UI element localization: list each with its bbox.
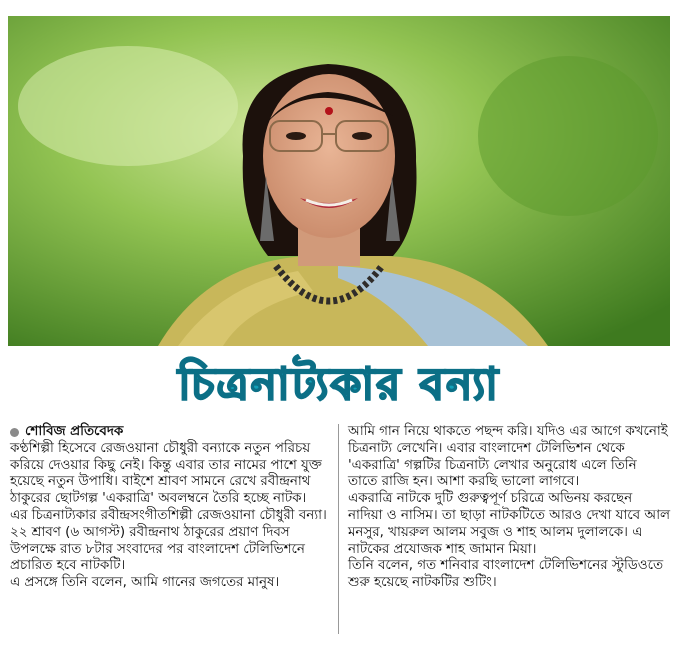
byline-text: শোবিজ প্রতিবেদক — [25, 424, 124, 439]
portrait-illustration — [8, 16, 670, 346]
byline — [10, 424, 328, 441]
article-column-left — [10, 424, 328, 592]
paragraph: এ প্রসঙ্গে তিনি বলেন, আমি গানের জগতের মানুষ। — [10, 575, 280, 591]
paragraph: একরাত্রি নাটকে দুটি গুরুত্বপূর্ণ চরিত্রে অভিনয় করছেন নাদিয়া ও নাসিম। তা ছাড়া নাটকটিতে আরও দেখা যাবে আল মনসুর, খায়রুল আলম সবুজ ও শাহ আলম দুলালকে। এ নাটকের প্রযোজক শাহ জামান মিয়া। — [348, 491, 670, 557]
article-column-right — [348, 424, 670, 592]
column-divider — [338, 424, 339, 634]
headline: চিত্রনাট্যকার বন্যা — [178, 359, 500, 410]
paragraph: আমি গান নিয়ে থাকতে পছন্দ করি। যদিও এর আগে কখনোই চিত্রনাট্য লেখেনি। এবার বাংলাদেশ টেলিভিশন থেকে 'একরাত্রি' গল্পটির চিত্রনাট্য লেখার অনুরোধ এলে তিনি তাতে রাজি হন। আশা করছি ভালো লাগবে। — [348, 424, 668, 490]
paragraph: কণ্ঠশিল্পী হিসেবে রেজওয়ানা চৌধুরী বন্যাকে নতুন পরিচয় করিয়ে দেওয়ার কিছু নেই। কিন্তু এবার তার নামের পাশে যুক্ত হয়েছে নতুন উপাধি। বাইশে শ্রাবণ সামনে রেখে রবীন্দ্রনাথ ঠাকুরের ছোটগল্প 'একরাত্রি' অবলম্বনে তৈরি হচ্ছে নাটক। এর চিত্রনাট্যকার রবীন্দ্রসংগীতশিল্পী রেজওয়ানা চৌধুরী বন্যা। ২২ শ্রাবণ (৬ আগস্ট) রবীন্দ্রনাথ ঠাকুরের প্রয়াণ দিবস উপলক্ষে রাত ৮টার সংবাদের পর বাংলাদেশ টেলিভিশনে প্রচারিত হবে নাটকটি। — [10, 440, 327, 574]
article-photo — [8, 16, 670, 346]
bullet-icon — [10, 428, 19, 437]
paragraph: তিনি বলেন, গত শনিবার বাংলাদেশ টেলিভিশনের স্টুডিওতে শুরু হয়েছে নাটকটির শুটিং। — [348, 558, 664, 591]
